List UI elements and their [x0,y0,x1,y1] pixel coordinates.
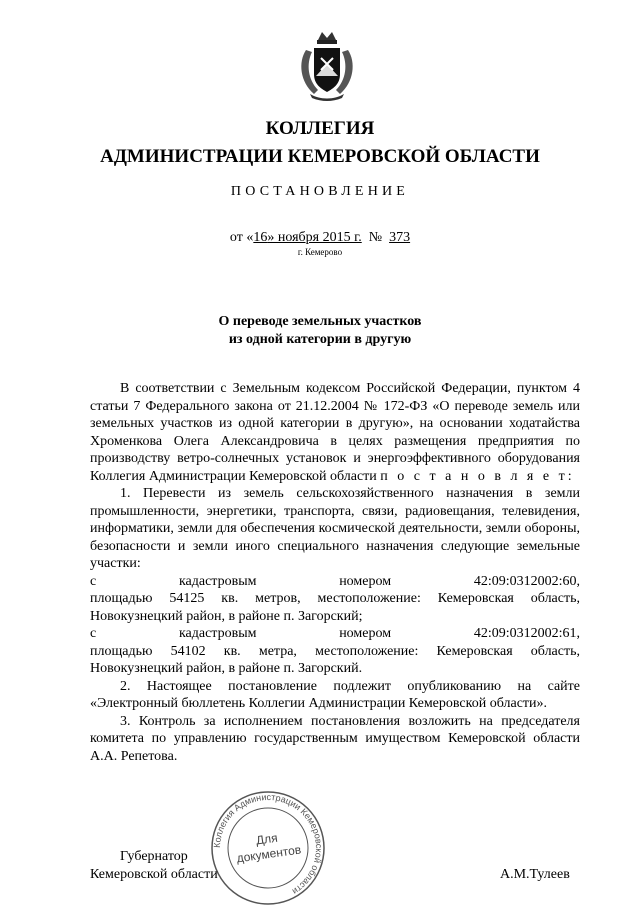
subject-line-1: О переводе земельных участков [218,314,422,329]
date-day: 16 [253,230,268,245]
plot-1-cadastral: 42:09:0312002:60, [473,573,580,589]
plot-1-word-c: номером [339,573,392,589]
date-number-line [0,230,640,246]
signatory-title-line-1: Губернатор [120,849,188,864]
plot-2-word-b: кадастровым [178,626,257,641]
preamble-text: В соответствии с Земельным кодексом Российской Федерации, пунктом 4 статьи 7 Федерального закона от 21.12.2004 № 172-ФЗ «О переводе земель или земельных участков из одной категории в другую», на основании ходатайства Хроменкова Олега Александровича в целях размещения предприятия по производству ветро-солнечных установок и энергоэффективного оборудования Коллегия Администрации Кемеровской области [90,381,580,484]
subject-title [0,313,640,349]
coat-of-arms-emblem [296,30,358,102]
signatory-name: А.М.Тулеев [500,867,570,882]
item-3: 3. Контроль за исполнением постановления возложить на председателя комитета по управлению государственным имуществом Кемеровской области А.А. Репетова. [90,713,580,764]
plot-2-word-a: с [90,626,97,641]
item-1: 1. Перевести из земель сельскохозяйственного назначения в земли промышленности, энергетики, транспорта, связи, радиовещания, телевидения, информатики, земли для обеспечения космической деятельности, земли обороны, безопасности и земли иного специального назначения следующие земельные участки: [90,486,580,571]
official-stamp [203,788,333,908]
subject-line-2: из одной категории в другую [228,332,412,347]
org-line-1: КОЛЛЕГИЯ [265,118,375,139]
plot-2-head [90,625,580,643]
city: г. Кемерово [297,247,343,257]
plot-1-word-a: с [90,573,97,589]
stamp-center-line-2: документов [235,842,302,866]
number-label: № [368,230,383,245]
document-type: ПОСТАНОВЛЕНИЕ [230,184,410,199]
date-prefix: от « [229,230,254,245]
document-number: 373 [389,230,411,245]
plot-1-head [90,573,580,591]
resolves-word: п о с т а н о в л я е т: [380,468,575,484]
stamp-center-line-1: Для [255,830,279,848]
plot-2-rest: площадью 54102 кв. метра, местоположение: Кемеровская область, Новокузнецкий район, в районе п. Загорский. [90,643,580,676]
date-month-year: » ноября 2015 г. [267,230,362,245]
plot-2-word-c: номером [339,626,392,641]
stamp-ring-text: Коллегия Администрации Кемеровской области [211,791,325,897]
item-2: 2. Настоящее постановление подлежит опубликованию на сайте «Электронный бюллетень Коллегии Администрации Кемеровской области». [90,678,580,711]
plot-1-word-b: кадастровым [178,573,257,589]
preamble [90,380,580,485]
signatory-title-line-2: Кемеровской области [90,867,218,882]
org-line-2: АДМИНИСТРАЦИИ КЕМЕРОВСКОЙ ОБЛАСТИ [100,146,540,167]
document-body [90,380,580,765]
plot-2-cadastral: 42:09:0312002:61, [473,626,580,641]
plot-1-rest: площадью 54125 кв. метров, местоположение: Кемеровская область, Новокузнецкий район, в районе п. Загорский; [90,591,580,624]
